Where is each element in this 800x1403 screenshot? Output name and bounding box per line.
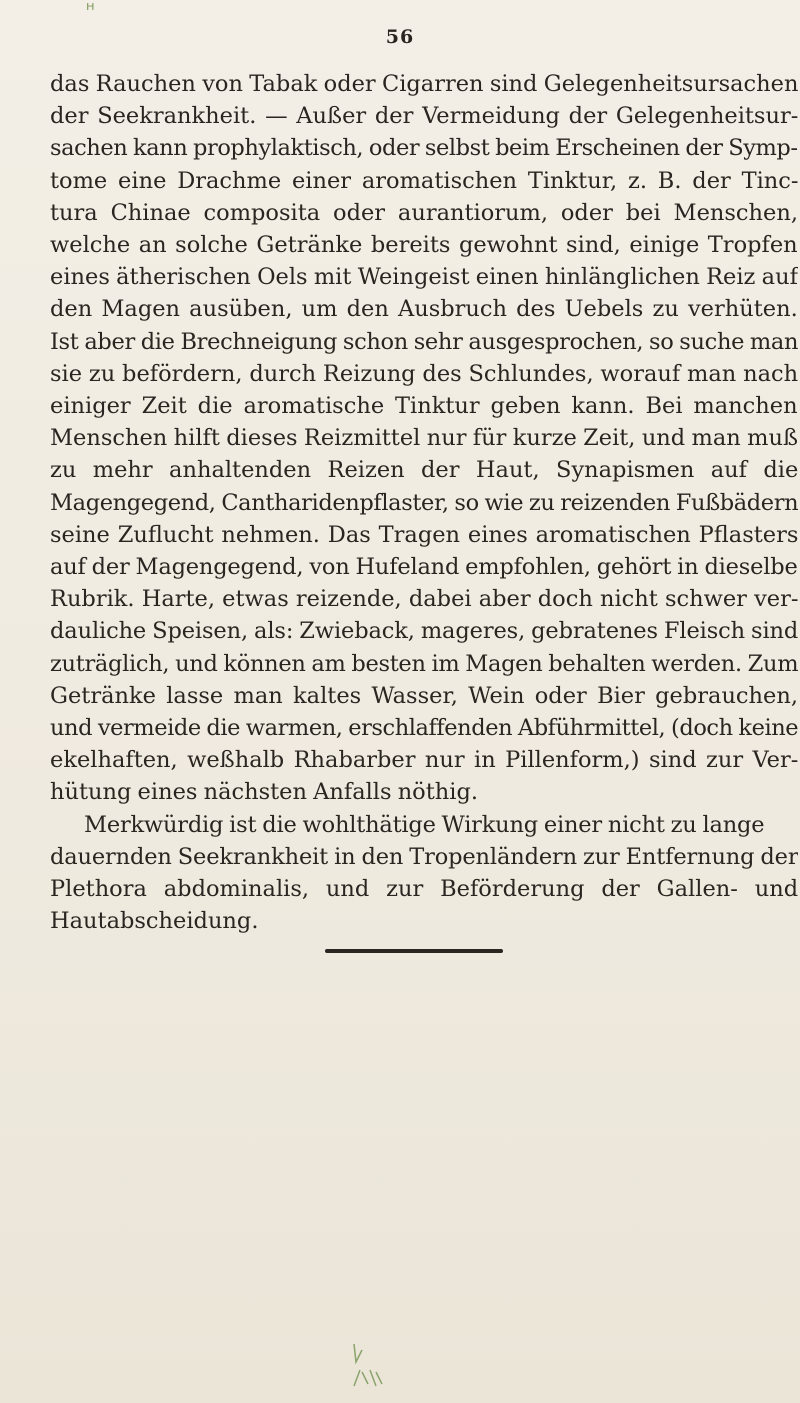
margin-mark: ᴴ xyxy=(86,0,95,21)
text-line: auf der Magengegend, von Hufeland empfohlen, gehört in dieselbe xyxy=(50,554,798,581)
body-text xyxy=(50,68,798,937)
text-line: Magengegend, Cantharidenpflaster, so wie zu reizenden Fußbädern xyxy=(50,489,798,516)
text-line: ekelhaften, weßhalb Rhabarber nur in Pillenform,) sind zur Ver- xyxy=(50,747,798,774)
text-line: welche an solche Getränke bereits gewohnt sind, einige Tropfen xyxy=(50,232,798,259)
text-line: und vermeide die warmen, erschlaffenden Abführmittel, (doch keine xyxy=(50,715,798,742)
pencil-mark-icon xyxy=(340,1340,390,1390)
text-line: Menschen hilft dieses Reizmittel nur für kurze Zeit, und man muß xyxy=(50,425,798,452)
text-line: tome eine Drachme einer aromatischen Tinktur, z. B. der Tinc- xyxy=(50,167,798,194)
text-line: Getränke lasse man kaltes Wasser, Wein oder Bier gebrauchen, xyxy=(50,682,798,709)
text-line: Merkwürdig ist die wohlthätige Wirkung einer nicht zu lange xyxy=(84,811,765,838)
text-line: einiger Zeit die aromatische Tinktur geben kann. Bei manchen xyxy=(50,393,798,420)
text-line: sie zu befördern, durch Reizung des Schlundes, worauf man nach xyxy=(50,360,798,387)
section-rule xyxy=(325,949,503,953)
paragraph-1 xyxy=(50,68,798,809)
text-line: Ist aber die Brechneigung schon sehr ausgesprochen, so suche man xyxy=(50,328,798,355)
text-line: seine Zuflucht nehmen. Das Tragen eines aromatischen Pflasters xyxy=(50,521,798,548)
text-line: das Rauchen von Tabak oder Cigarren sind Gelegenheitsursachen xyxy=(50,71,798,97)
text-line: tura Chinae composita oder aurantiorum, oder bei Menschen, xyxy=(50,199,798,226)
text-line: dauernden Seekrankheit in den Tropenländern zur Entfernung der xyxy=(50,843,798,870)
text-line: Hautabscheidung. xyxy=(50,908,259,935)
text-line: zu mehr anhaltenden Reizen der Haut, Synapismen auf die xyxy=(50,457,798,484)
page-number: 56 xyxy=(385,26,415,48)
text-line: der Seekrankheit. — Außer der Vermeidung der Gelegenheitsur- xyxy=(50,103,798,130)
text-line: Rubrik. Harte, etwas reizende, dabei aber doch nicht schwer ver- xyxy=(50,586,798,613)
text-line: zuträglich, und können am besten im Magen behalten werden. Zum xyxy=(50,650,798,677)
text-line: hütung eines nächsten Anfalls nöthig. xyxy=(50,779,479,806)
text-line: dauliche Speisen, als: Zwieback, mageres, gebratenes Fleisch sind xyxy=(50,618,798,645)
text-line: Plethora abdominalis, und zur Beförderung der Gallen- und xyxy=(50,876,798,903)
text-line: den Magen ausüben, um den Ausbruch des Uebels zu verhüten. xyxy=(50,296,798,323)
paragraph-2 xyxy=(50,809,798,938)
text-line: sachen kann prophylaktisch, oder selbst beim Erscheinen der Symp- xyxy=(50,135,798,162)
text-line: eines ätherischen Oels mit Weingeist einen hinlänglichen Reiz auf xyxy=(50,264,798,291)
